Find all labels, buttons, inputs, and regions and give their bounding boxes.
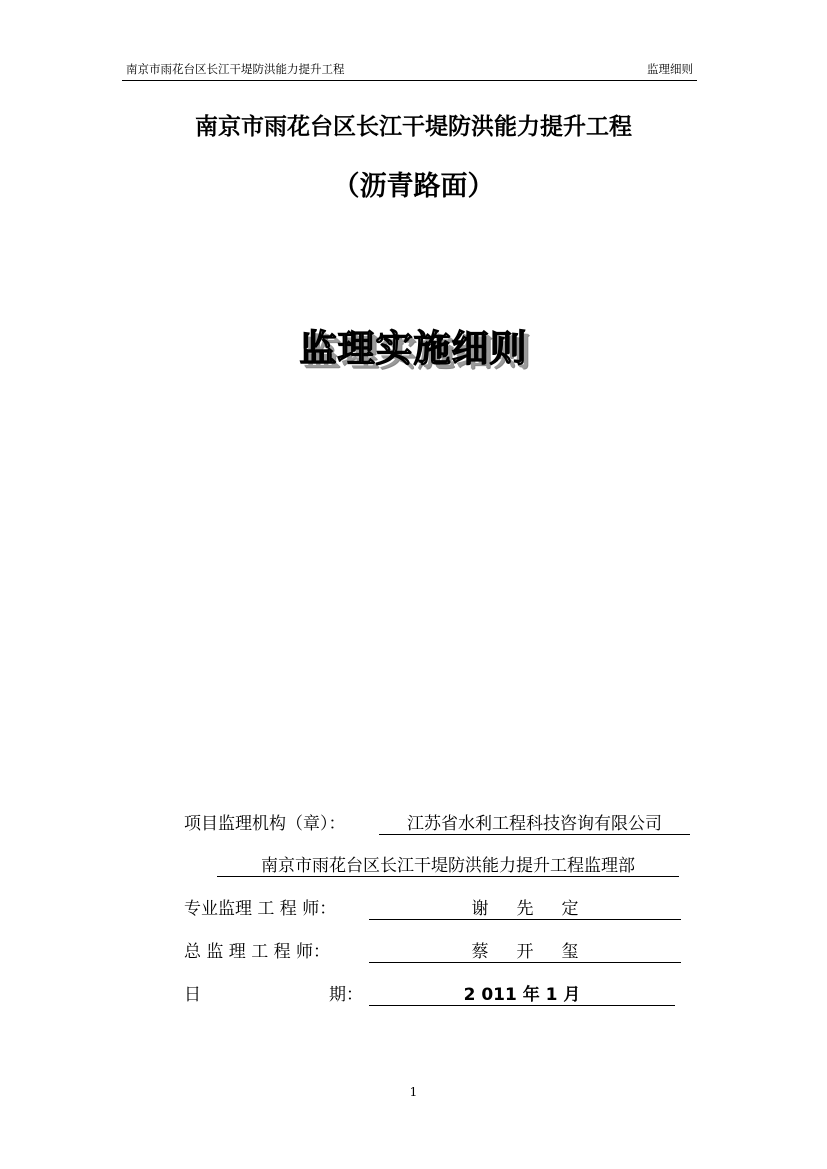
dept-value: 南京市雨花台区长江干堤防洪能力提升工程监理部: [217, 854, 679, 877]
date-value: 2 011 年 1 月: [369, 983, 675, 1006]
page-number: 1: [409, 1085, 418, 1099]
date-label-right: 期：: [329, 985, 363, 1005]
header-doc-type: 监理细则: [647, 62, 693, 76]
project-title: 南京市雨花台区长江干堤防洪能力提升工程: [195, 114, 632, 140]
chief-value: [369, 940, 681, 963]
chief-name: 蔡开玺: [471, 942, 607, 962]
org-label: 项目监理机构（章）：: [184, 814, 346, 834]
project-subtitle: （沥青路面）: [332, 171, 495, 202]
page-header: [122, 58, 697, 81]
specialist-value: [369, 897, 681, 920]
date-label-left: 日: [184, 985, 201, 1005]
header-project-name: 南京市雨花台区长江干堤防洪能力提升工程: [126, 62, 345, 76]
specialist-label: 专业监理 工 程 师：: [184, 899, 337, 919]
chief-label: 总 监 理 工 程 师：: [184, 942, 331, 962]
org-value: 江苏省水利工程科技咨询有限公司: [379, 812, 690, 835]
document-title: 监理实施细则: [299, 327, 528, 370]
specialist-name: 谢先定: [471, 899, 607, 919]
